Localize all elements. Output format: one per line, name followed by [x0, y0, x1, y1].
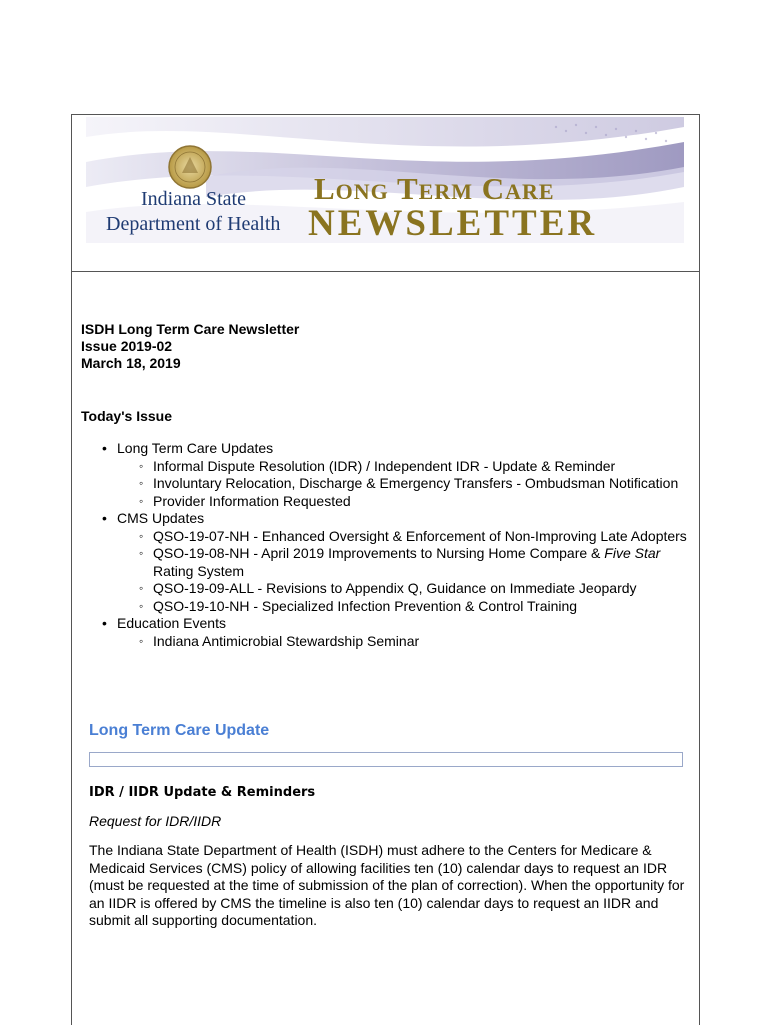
- agency-name-line2: Department of Health: [106, 213, 281, 235]
- toc-item-italic: Five Star: [604, 545, 661, 561]
- toc-item-text-cont: Rating System: [153, 562, 245, 579]
- toc-section-label[interactable]: CMS Updates: [117, 510, 205, 526]
- newsletter-frame: [71, 114, 700, 1025]
- newsletter-content: [81, 321, 691, 650]
- banner-title-line2: NEWSLETTER: [308, 203, 598, 243]
- toc-section: [81, 510, 691, 615]
- newsletter-name: ISDH Long Term Care Newsletter: [81, 321, 300, 337]
- toc-item[interactable]: ◦ QSO-19-10-NH - Specialized Infection Prevention & Control Training: [117, 598, 691, 616]
- banner-row: [72, 115, 699, 272]
- toc-item-text: QSO-19-08-NH - April 2019 Improvements to Nursing Home Compare &: [153, 545, 601, 561]
- toc-section-label[interactable]: Long Term Care Updates: [117, 440, 274, 456]
- newsletter-banner: [86, 117, 684, 243]
- toc-item[interactable]: ◦ Indiana Antimicrobial Stewardship Seminar: [117, 633, 691, 651]
- issue-number: Issue 2019-02: [81, 338, 173, 354]
- subsection-italic-heading: Request for IDR/IIDR: [89, 813, 222, 829]
- toc-item[interactable]: ◦ QSO-19-09-ALL - Revisions to Appendix Q, Guidance on Immediate Jeopardy: [117, 580, 691, 598]
- toc-title: Today's Issue: [81, 408, 172, 424]
- toc-sublist: [117, 633, 691, 651]
- toc-sublist: [117, 458, 691, 511]
- subsection-paragraph: The Indiana State Department of Health (ISDH) must adhere to the Centers for Medicare & Medicaid Services (CMS) policy of allowing facilities ten (10) calendar days to request an IDR (must be requested at the time of submission of the plan of correction). When the opportunity for an IIDR is offered by CMS the timeline is also ten (10) calendar days to request an IIDR and submit all supporting documentation.: [89, 842, 685, 928]
- toc-item[interactable]: ◦ Informal Dispute Resolution (IDR) / Independent IDR - Update & Reminder: [117, 458, 691, 476]
- toc-item[interactable]: ◦ QSO-19-07-NH - Enhanced Oversight & Enforcement of Non-Improving Late Adopters: [117, 528, 691, 546]
- toc-item[interactable]: ◦ Involuntary Relocation, Discharge & Emergency Transfers - Ombudsman Notification: [117, 475, 691, 493]
- issue-date: March 18, 2019: [81, 355, 181, 371]
- toc-section-label[interactable]: Education Events: [117, 615, 226, 631]
- toc-section: [81, 615, 691, 650]
- agency-name-line1: Indiana State: [141, 188, 246, 210]
- section-title: Long Term Care Update: [89, 722, 270, 739]
- toc-list: [81, 440, 691, 650]
- banner-graphic: [86, 117, 684, 243]
- toc-section: [81, 440, 691, 510]
- section-divider: [89, 752, 683, 767]
- subsection-title: IDR / IIDR Update & Reminders: [89, 785, 316, 800]
- seal-icon: [169, 146, 211, 188]
- toc-item[interactable]: [117, 545, 691, 580]
- banner-title-line1: Long Term Care: [314, 171, 555, 206]
- toc-sublist: [117, 528, 691, 616]
- toc-item[interactable]: ◦ Provider Information Requested: [117, 493, 691, 511]
